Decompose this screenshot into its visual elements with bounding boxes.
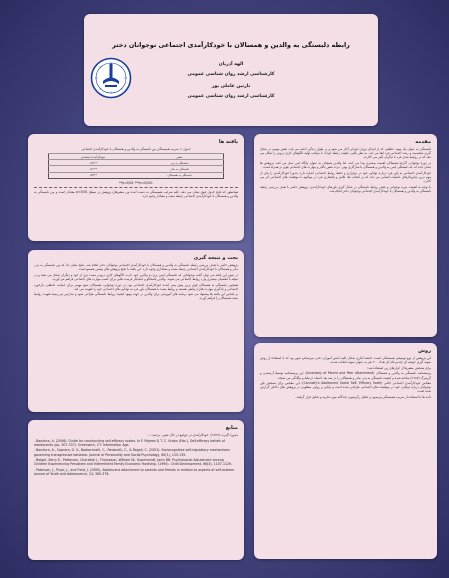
introduction-paragraph: خودکارآمدی اجتماعی به باور فرد درباره توانایی خود در برقراری و حفظ روابط اجتماعی اشاره دارد. بندورا خودکارآمدی را یکی از مهم ترین سازوکارهای عاملیت انسانی می داند که بر انتخاب ها، تلاش و پافشاری فرد در مواجهه با موقعیت های اجتماعی اثر می گذارد. xyxy=(260,170,431,183)
table-cell: دلبستگی به پدر xyxy=(136,160,223,166)
method-paragraph: مقیاس خودکارآمدی اجتماعی کانلی (Connolly's Adolescent Social Self- Efficacy Scale): این مقیاس برای سنجش باور نوجوانان درباره توانایی خود در موقعیت های اجتماعی طراحی شده است و پایایی و روایی مطلوبی در پژوهش های داخلی گزارش شده است. xyxy=(260,381,432,394)
discussion-heading: بحث و نتیجه گیری xyxy=(193,255,238,261)
references-section xyxy=(28,420,244,560)
author-role-1: کارشناسی ارشد روان شناسی عمومی xyxy=(187,72,275,77)
discussion-paragraph: همچنین دلبستگی به همسالان قوی ترین پیش بینی کننده خودکارآمدی اجتماعی بود. در دوره نوجوانی، همسالان منبع مهمی برای حمایت عاطفی، بازخورد اجتماعی و یادگیری مهارت های ارتباطی هستند و روابط مثبت با همسالان باور فرد به توانایی های اجتماعی خود را تقویت می کند. xyxy=(34,282,238,291)
references-heading: منابع xyxy=(225,425,238,431)
introduction-paragraph: در دوره نوجوانی، اگرچه همسالان اهمیت بیشتری پیدا می کنند، اما والدین همچنان به عنوان پایگاه امن عمل می کنند. پژوهش ها نشان داده اند که دلبستگی ایمن به والدین و همسالان با سازگاری بهتر، عزت نفس بالاتر و مهارت های اجتماعی قوی تر همراه است. xyxy=(260,160,431,169)
table-cell: **۰/۴۱ xyxy=(49,166,137,172)
introduction-paragraph: با توجه به اهمیت دوره نوجوانی و نقش روابط دلبستگی در شکل گیری باورهای خودکارآمدی، پژوهش حاضر با هدف بررسی رابطه دلبستگی به والدین و همسالان با خودکارآمدی اجتماعی نوجوانان دختر انجام شد. xyxy=(260,184,431,193)
method-paragraph: پرسشنامه دلبستگی به والدین و همسالان (Inventory of Parent and Peer Attachment): این پرسشنامه توسط آرمسدن و گرینبرگ (۱۹۸۷) ساخته شده و کیفیت دلبستگی به پدر، مادر و همسالان را در سه بعد اعتماد، ارتباط و بیگانگی می سنجد. xyxy=(260,371,432,380)
method-section xyxy=(254,343,437,559)
reference-item: - Paterson, J., Pryor, J., and Field, J. (1995). Adolescent attachment to parents and friends in relation to aspects of self-esteem. Journal of Youth and Adolescence, 24, 365-376. xyxy=(34,467,236,477)
introduction-section xyxy=(254,134,437,337)
author-name-1: الهه آذریان xyxy=(218,62,244,67)
table-row xyxy=(49,172,223,178)
poster-header xyxy=(84,14,378,126)
table-cell: **۰/۵۲ xyxy=(49,172,137,178)
reference-item: - Bolger, Kerry E., Patterson, Charlotte J., Thompson, William W., Kupersmidt, Janis BB. Psychosocial Adjustment among Children Experiencing Persistent and Intermittent Family Economic Hardship. (1995). Child Development, 66(4), 1107-1129. xyxy=(34,458,233,467)
findings-heading: یافته ها xyxy=(218,139,238,145)
discussion-section xyxy=(28,250,244,412)
method-paragraph: داده ها با استفاده از ضریب همبستگی پیرسون و تحلیل رگرسیون چندگانه مورد تجزیه و تحلیل قرار گرفتند. xyxy=(295,395,431,400)
findings-text: همانطور که نتایج جدول فوق نشان می دهد، کلیه ضرایب همبستگی به دست آمده بین متغیرهای پژوهش در سطح p<0/01 معنادار است و بین دلبستگی به والدین و همسالان با خودکارآمدی اجتماعی رابطه مثبت و معنادار وجود دارد. xyxy=(34,189,238,199)
discussion-paragraph: بر اساس این یافته ها پیشنهاد می شود برنامه های آموزشی برای والدین در جهت بهبود کیفیت روابط دلبستگی طراحی شود و مدارس نیز زمینه تقویت روابط مثبت همسالان را فراهم آورند. xyxy=(34,292,238,301)
university-logo-icon xyxy=(90,57,132,99)
introduction-paragraph: دلبستگی به عنوان یک پیوند عاطفی که از ابتدای دوران کودکی آغاز می شود و در طول زندگی ادامه می یابد، نقش مهمی در شکل گیری شخصیت و رشد اجتماعی فرد ایفا می کند. به نظر بالبی، کیفیت رابطه کودک با مراقب اولیه الگوهای کاری درونی را شکل می دهد که در روابط بعدی فرد با دیگران تأثیر می گذارند. xyxy=(260,147,431,160)
table-caption: جدول ۱: ضریب همبستگی بین دلبستگی به والدین و همسالان با خودکارآمدی اجتماعی xyxy=(81,147,191,151)
poster-title: رابطه دلبستگی به والدین و همسالان با خودکارآمدی اجتماعی نوجوانان دختر xyxy=(112,41,350,49)
author-name-2: نازنین عاملی پور xyxy=(211,84,251,89)
table-cell: دلبستگی به مادر xyxy=(136,166,223,172)
significance-note: **p<0/01 ***p<0/001 xyxy=(119,180,153,185)
discussion-paragraph: پژوهش حاضر با هدف بررسی رابطه دلبستگی به والدین و همسالان با خودکارآمدی اجتماعی نوجوانان دختر انجام شد. نتایج نشان داد که بین دلبستگی به پدر، مادر و همسالان با خودکارآمدی اجتماعی رابطه مثبت و معناداری وجود دارد. این یافته با نتایج پژوهش های پیشین همسو است. xyxy=(34,263,238,272)
introduction-heading: مقدمه xyxy=(415,139,431,145)
correlation-table xyxy=(48,153,223,179)
discussion-paragraph: در تبیین این یافته می توان گفت نوجوانانی که دلبستگی ایمن تری به والدین خود دارند، الگوهای کاری درونی مثبت تری از خود و دیگران شکل می دهند و در نتیجه با اطمینان بیشتری وارد روابط اجتماعی می شوند. والدین پاسخگو و حمایتگر فرصت هایی برای کسب مهارت های اجتماعی فراهم می آورند. xyxy=(34,272,238,281)
method-paragraph: این پژوهش از نوع توصیفی همبستگی است. جامعه آماری شامل کلیه دانش آموزان دختر دبیرستانی شهر بود که با استفاده از روش نمونه گیری خوشه ای چندمرحله ای تعداد ۲۰۰ نفر به عنوان نمونه انتخاب شدند. xyxy=(260,356,431,365)
author-role-2: کارشناسی ارشد روان شناسی عمومی xyxy=(187,94,275,99)
findings-section xyxy=(28,134,244,241)
table-cell: **۰/۳۸ xyxy=(49,160,137,166)
table-cell: خودکارآمدی اجتماعی xyxy=(49,154,137,160)
method-heading: روش xyxy=(418,348,431,354)
table-cell: متغیر xyxy=(136,154,223,160)
divider xyxy=(34,187,238,188)
table-cell: دلبستگی به همسالان xyxy=(136,172,223,178)
reference-item: بندورا، آلبرت (۱۳۸۹). خودکارآمدی در جوامع در حال تغییر. ترجمه: ... xyxy=(147,433,238,437)
reference-item: - Bandura, A. (2006). Guide for constructing self-efficacy scales. In F. Pajares & T. C. Urdan (Eds.), Self-efficacy beliefs of adolescents (pp. 307-337). Greenwich, CT: Information Age. xyxy=(34,438,225,447)
reference-item: - Bandura, A., Caprara, G. V., Barbaranelli, C., Pastorelli, C., & Regali, C. (2001). Sociocognitive self-regulatory mechanisms governing transgressive behavior. Journal of Personality and Social Psychology, 80(1), 125-135. xyxy=(34,448,230,457)
method-paragraph: برای سنجش متغیرها از ابزارهای زیر استفاده شد: xyxy=(367,365,431,370)
